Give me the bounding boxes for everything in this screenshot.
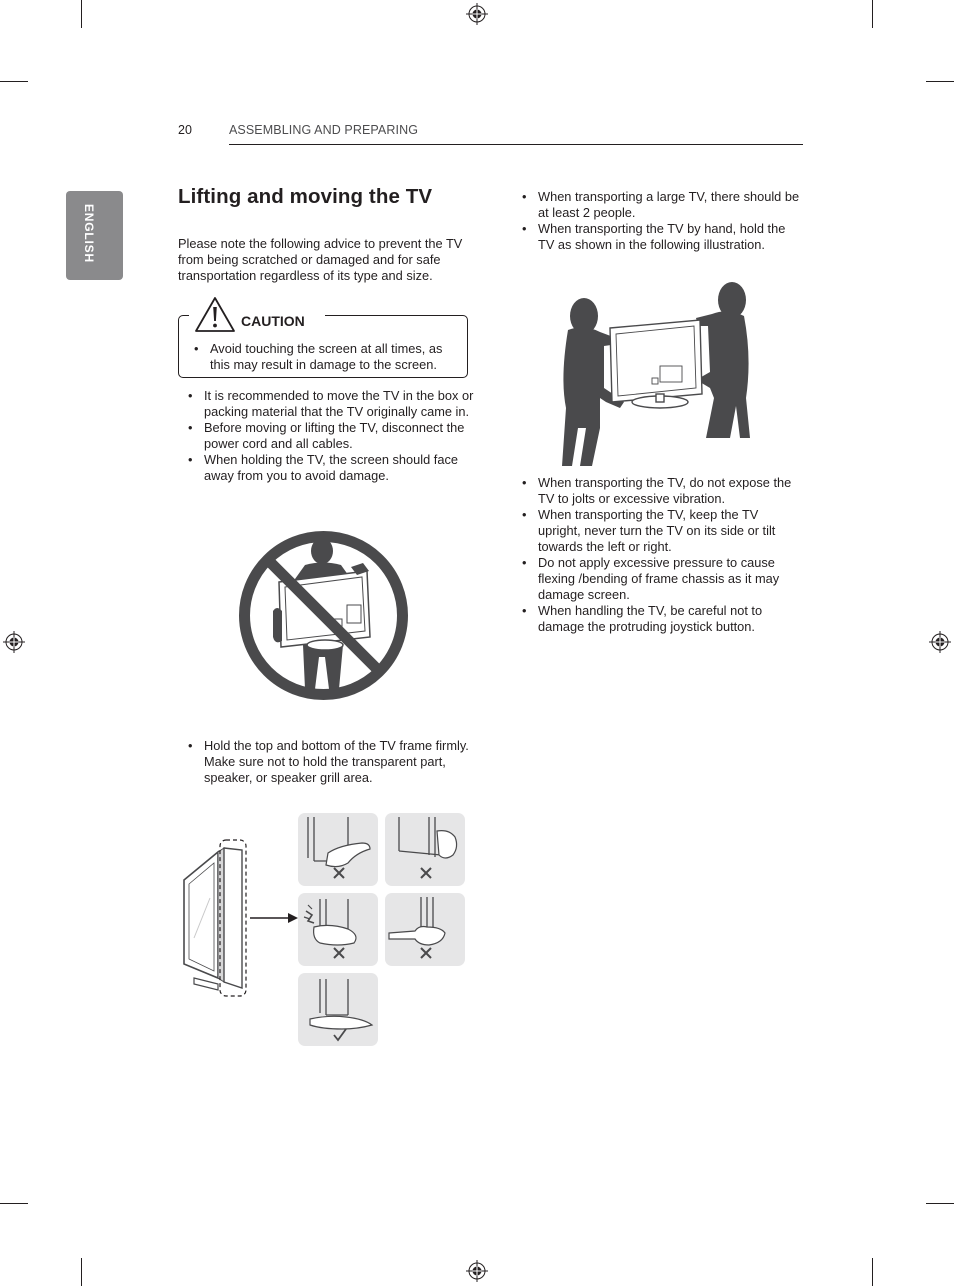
crosshair-registration-icon: [466, 3, 488, 25]
crop-mark: [81, 1258, 82, 1286]
crop-mark: [81, 0, 82, 28]
grip-panel-wrong-4: [385, 893, 465, 966]
caution-list: [194, 341, 460, 373]
prohibited-carry-illustration: [235, 527, 412, 704]
list-item: • Hold the top and bottom of the TV frame firmly. Make sure not to hold the transparent part, speaker, or speaker grill area.: [188, 738, 474, 786]
list-item: • Do not apply excessive pressure to cause flexing /bending of frame chassis as it may damage screen.: [522, 555, 804, 603]
header-divider: [229, 144, 803, 145]
caution-title: CAUTION: [241, 313, 305, 329]
language-tab: [66, 191, 123, 280]
hold-frame-list: [188, 738, 474, 786]
crop-mark: [926, 81, 954, 82]
two-people-list: [522, 189, 804, 253]
intro-paragraph: Please note the following advice to prevent the TV from being scratched or damaged and for safe transportation regardless of its type and size.: [178, 236, 463, 283]
crosshair-registration-icon: [3, 631, 25, 653]
list-item: • When transporting the TV, do not expose the TV to jolts or excessive vibration.: [522, 475, 804, 507]
crop-mark: [0, 1203, 28, 1204]
list-item: • It is recommended to move the TV in the box or packing material that the TV originally came in.: [188, 388, 474, 420]
grip-panel-correct: [298, 973, 378, 1046]
list-item: • Avoid touching the screen at all times, as this may result in damage to the screen.: [194, 341, 460, 373]
list-item: • When transporting a large TV, there should be at least 2 people.: [522, 189, 804, 221]
grip-panel-wrong-1: [298, 813, 378, 886]
warning-triangle-icon: [194, 296, 236, 334]
crop-mark: [0, 81, 28, 82]
crop-mark: [872, 0, 873, 28]
grip-panel-wrong-3: [298, 893, 378, 966]
page-title: Lifting and moving the TV: [178, 185, 433, 208]
crosshair-registration-icon: [929, 631, 951, 653]
grip-panel-wrong-2: [385, 813, 465, 886]
list-item: • When handling the TV, be careful not to damage the protruding joystick button.: [522, 603, 804, 635]
moving-advice-list: [188, 388, 474, 484]
crosshair-registration-icon: [466, 1260, 488, 1282]
crop-mark: [926, 1203, 954, 1204]
page-number: 20: [178, 123, 192, 137]
section-title: ASSEMBLING AND PREPARING: [229, 123, 419, 137]
list-item: • Before moving or lifting the TV, disconnect the power cord and all cables.: [188, 420, 474, 452]
list-item: • When transporting the TV, keep the TV upright, never turn the TV on its side or tilt towards the left or right.: [522, 507, 804, 555]
two-person-carry-illustration: [560, 278, 756, 466]
list-item: • When transporting the TV by hand, hold the TV as shown in the following illustration.: [522, 221, 804, 253]
list-item: • When holding the TV, the screen should face away from you to avoid damage.: [188, 452, 474, 484]
language-tab-label: ENGLISH: [82, 204, 96, 263]
tv-back-outline: [610, 320, 702, 408]
crop-mark: [872, 1258, 873, 1286]
transport-precautions-list: [522, 475, 804, 635]
tv-edge-illustration: [180, 838, 300, 1002]
person-right-silhouette: [694, 282, 750, 438]
